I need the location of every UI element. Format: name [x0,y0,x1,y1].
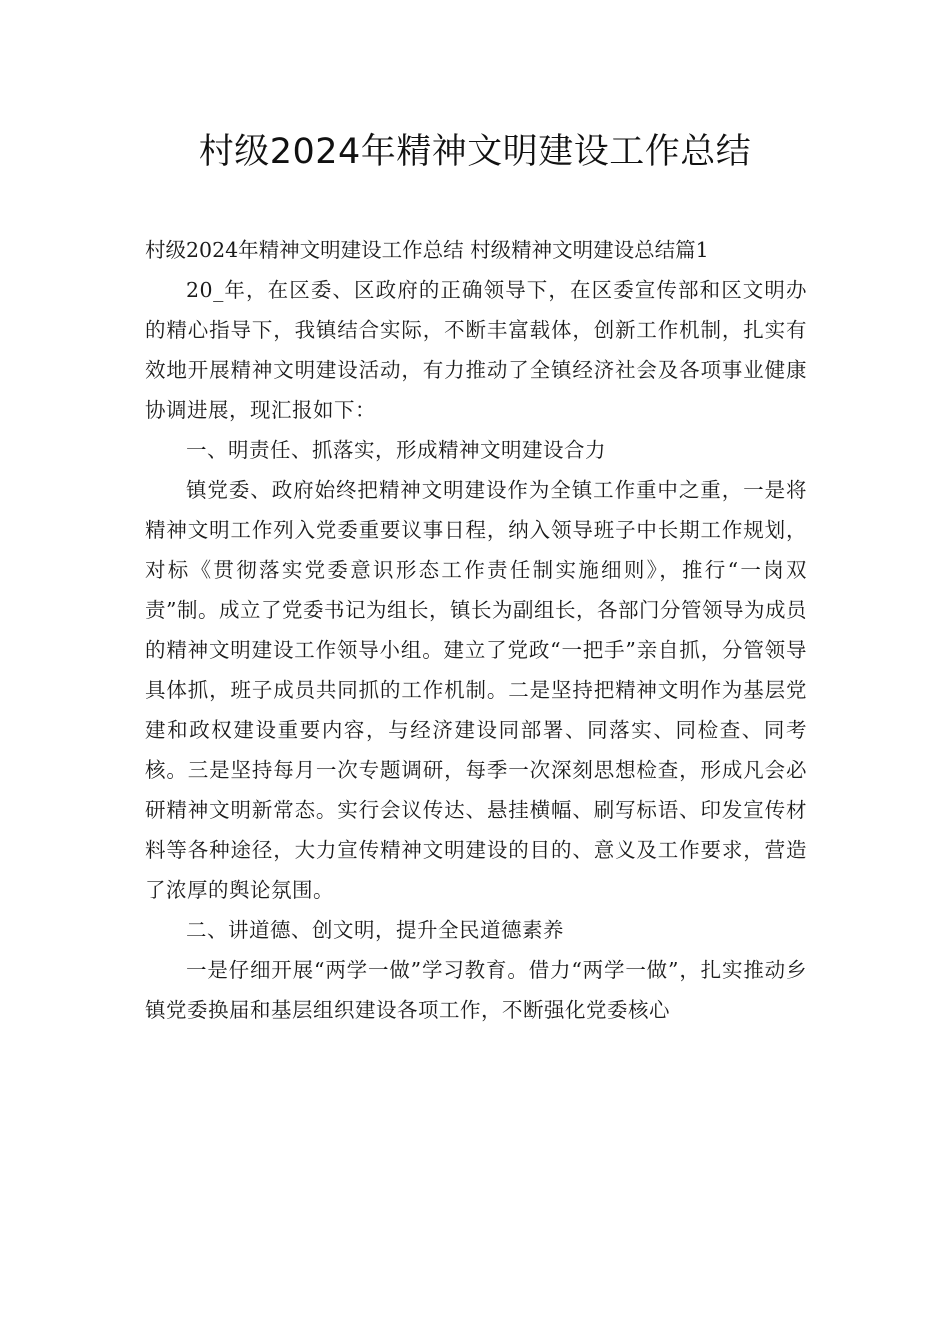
document-title: 村级2024年精神文明建设工作总结 [198,132,752,172]
document-body [145,230,807,1030]
intro-paragraph: 20_年，在区委、区政府的正确领导下，在区委宣传部和区文明办的精心指导下，我镇结合实际，不断丰富载体，创新工作机制，扎实有效地开展精神文明建设活动，有力推动了全镇经济社会及各项事业健康协调进展，现汇报如下： [145,278,807,422]
section-2-paragraph: 一是仔细开展“两学一做”学习教育。借力“两学一做”，扎实推动乡镇党委换届和基层组织建设各项工作，不断强化党委核心 [145,958,807,1022]
document-subtitle: 村级2024年精神文明建设工作总结 村级精神文明建设总结篇1 [145,238,709,262]
section-heading-1: 一、明责任、抓落实，形成精神文明建设合力 [186,438,606,462]
section-1-paragraph: 镇党委、政府始终把精神文明建设作为全镇工作重中之重，一是将精神文明工作列入党委重要议事日程，纳入领导班子中长期工作规划，对标《贯彻落实党委意识形态工作责任制实施细则》，推行“一岗双责”制。成立了党委书记为组长，镇长为副组长，各部门分管领导为成员的精神文明建设工作领导小组。建立了党政“一把手”亲自抓，分管领导具体抓，班子成员共同抓的工作机制。二是坚持把精神文明作为基层党建和政权建设重要内容，与经济建设同部署、同落实、同检查、同考核。三是坚持每月一次专题调研，每季一次深刻思想检查，形成凡会必研精神文明新常态。实行会议传达、悬挂横幅、刷写标语、印发宣传材料等各种途径，大力宣传精神文明建设的目的、意义及工作要求，营造了浓厚的舆论氛围。 [145,478,807,902]
section-heading-2: 二、讲道德、创文明，提升全民道德素养 [186,918,564,942]
